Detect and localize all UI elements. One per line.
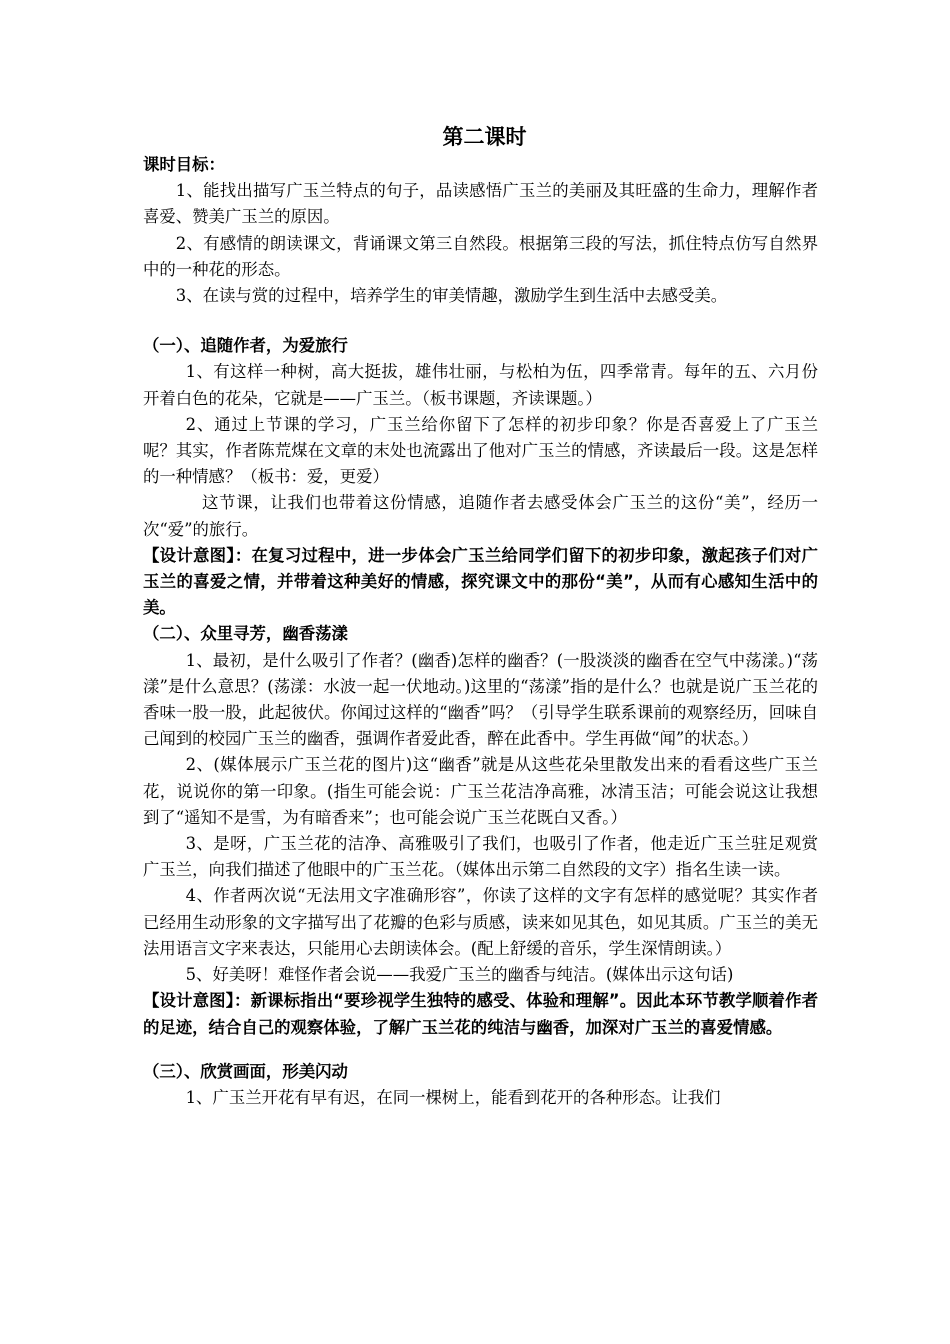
section-heading: （三）、欣赏画面，形美闪动 [143,1061,348,1081]
objective-item: 1、能找出描写广玉兰特点的句子，品读感悟广玉兰的美丽及其旺盛的生命力，理解作者喜爱、赞美广玉兰的原因。 [143,181,818,227]
page-title: 第二课时 [442,125,527,149]
document-page [143,122,818,1111]
section-heading: （一）、追随作者，为爱旅行 [143,336,348,356]
design-intent: 【设计意图】：在复习过程中，进一步体会广玉兰给同学们留下的初步印象，激起孩子们对广玉兰的喜爱之情，并带着这种美好的情感，探究课文中的那份“美”，从而有心感知生活中的美。 [143,545,818,618]
section-heading: （二）、众里寻芳，幽香荡漾 [143,624,348,644]
paragraph: 1、最初，是什么吸引了作者？(幽香)怎样的幽香？(一股淡淡的幽香在空气中荡漾。)“荡漾”是什么意思？(荡漾：水波一起一伏地动。)这里的“荡漾”指的是什么？也就是说广玉兰花的香味一股一股，此起彼伏。你闻过这样的“幽香”吗？（引导学生联系课前的观察经历，回味自己闻到的校园广玉兰的幽香，强调作者爱此香，醉在此香中。学生再做“闻”的状态。） [143,650,818,749]
paragraph: 1、有这样一种树，高大挺拔，雄伟壮丽，与松柏为伍，四季常青。每年的五、六月份开着白色的花朵，它就是——广玉兰。（板书课题，齐读课题。） [143,362,818,408]
objective-item: 3、在读与赏的过程中，培养学生的审美情趣，激励学生到生活中去感受美。 [175,286,728,306]
paragraph: 4、作者两次说“无法用文字准确形容”，你读了这样的文字有怎样的感觉呢？其实作者已经用生动形象的文字描写出了花瓣的色彩与质感，读来如见其色，如见其质。广玉兰的美无法用语言文字来表达，只能用心去朗读体会。(配上舒缓的音乐，学生深情朗读。） [143,886,818,958]
paragraph: 这节课，让我们也带着这份情感，追随作者去感受体会广玉兰的这份“美”，经历一次“爱”的旅行。 [143,493,818,539]
design-intent: 【设计意图】：新课标指出“要珍视学生独特的感受、体验和理解”。因此本环节教学顺着作者的足迹，结合自己的观察体验，了解广玉兰花的纯洁与幽香，加深对广玉兰的喜爱情感。 [143,991,818,1037]
paragraph: 5、好美呀！难怪作者会说——我爱广玉兰的幽香与纯洁。(媒体出示这句话) [185,965,734,985]
objective-item: 2、有感情的朗读课文，背诵课文第三自然段。根据第三段的写法，抓住特点仿写自然界中的一种花的形态。 [143,233,818,279]
paragraph: 3、是呀，广玉兰花的洁净、高雅吸引了我们，也吸引了作者，他走近广玉兰驻足观赏广玉兰，向我们描述了他眼中的广玉兰花。（媒体出示第二自然段的文字）指名生读一读。 [143,834,818,880]
paragraph: 2、通过上节课的学习，广玉兰给你留下了怎样的初步印象？你是否喜爱上了广玉兰呢？其实，作者陈荒煤在文章的末处也流露出了他对广玉兰的情感，齐读最后一段。这是怎样的一种情感？（板书：爱，更爱） [143,414,818,487]
paragraph: 1、广玉兰开花有早有迟，在同一棵树上，能看到花开的各种形态。让我们 [185,1087,721,1107]
paragraph: 2、(媒体展示广玉兰花的图片)这“幽香”就是从这些花朵里散发出来的看看这些广玉兰花，说说你的第一印象。(指生可能会说：广玉兰花洁净高雅，冰清玉洁；可能会说这让我想到了“遥知不是雪，为有暗香来”；也可能会说广玉兰花既白又香。） [143,755,818,827]
objectives-label: 课时目标： [143,155,225,174]
